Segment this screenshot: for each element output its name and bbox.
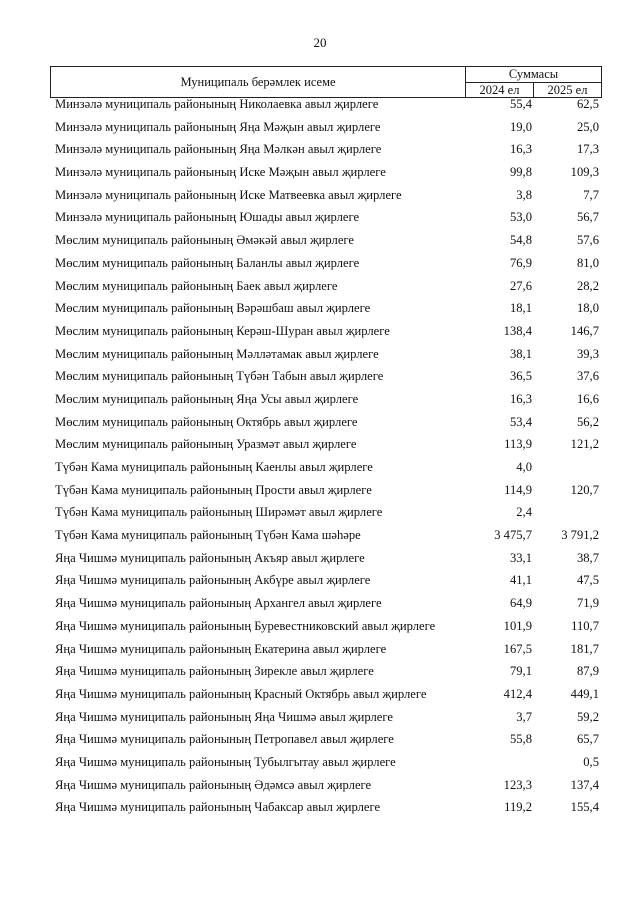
value-2024: 99,8	[509, 165, 532, 180]
municipality-name: Минзәлә муниципаль районының Иске Мәҗын авыл җирлеге	[55, 165, 386, 180]
value-2025: 146,7	[570, 323, 599, 338]
value-2025: 47,5	[576, 573, 599, 588]
table-row	[55, 206, 605, 229]
page-number: 20	[313, 35, 327, 50]
municipality-name: Мөслим муниципаль районының Уразмәт авыл җирлеге	[55, 437, 357, 452]
municipality-name: Мөслим муниципаль районының Керәш-Шуран авыл җирлеге	[55, 323, 390, 338]
municipality-name: Мөслим муниципаль районының Мәлләтамак авыл җирлеге	[55, 346, 379, 361]
value-2024: 36,5	[509, 369, 532, 384]
table-body	[55, 93, 605, 819]
value-2025: 37,6	[576, 369, 599, 384]
value-2025: 59,2	[576, 709, 599, 724]
municipality-name: Мөслим муниципаль районының Баек авыл җирлеге	[55, 278, 338, 293]
value-2024: 41,1	[509, 573, 532, 588]
value-2025: 62,5	[576, 97, 599, 111]
table-row	[55, 388, 605, 411]
value-2024: 19,0	[509, 119, 532, 134]
column-header-sum: Суммасы	[466, 67, 602, 83]
table-row	[55, 524, 605, 547]
table-row	[55, 161, 605, 184]
municipality-name: Яңа Чишмә муниципаль районының Архангел авыл җирлеге	[55, 596, 382, 611]
table-row	[55, 252, 605, 275]
column-header-name: Муниципаль берәмлек исеме	[51, 67, 466, 98]
value-2025: 137,4	[570, 777, 599, 792]
value-2024: 33,1	[509, 550, 532, 565]
municipality-name: Яңа Чишмә муниципаль районының Буревестниковский авыл җирлеге	[55, 618, 436, 633]
municipality-name: Түбән Кама муниципаль районының Ширәмәт авыл җирлеге	[55, 505, 383, 520]
municipality-name: Яңа Чишмә муниципаль районының Зирекле авыл җирлеге	[55, 664, 374, 679]
table-row	[55, 365, 605, 388]
value-2024: 18,1	[509, 301, 532, 316]
municipality-name: Түбән Кама муниципаль районының Түбән Кама шәһәре	[55, 528, 361, 543]
municipality-name: Мөслим муниципаль районының Вәрәшбаш авыл җирлеге	[55, 301, 371, 316]
municipality-name: Түбән Кама муниципаль районының Прости авыл җирлеге	[55, 482, 372, 497]
value-2024: 123,3	[503, 777, 532, 792]
municipality-name: Яңа Чишмә муниципаль районының Тубылгытау авыл җирлеге	[55, 754, 396, 769]
value-2025: 16,6	[576, 391, 599, 406]
table-row	[55, 751, 605, 774]
table-row	[55, 683, 605, 706]
value-2025: 18,0	[576, 301, 599, 316]
table-row	[55, 774, 605, 797]
table-row	[55, 547, 605, 570]
table-row	[55, 320, 605, 343]
value-2025: 56,2	[576, 414, 599, 429]
municipality-name: Мөслим муниципаль районының Түбән Табын авыл җирлеге	[55, 369, 384, 384]
value-2024: 64,9	[509, 596, 532, 611]
value-2025: 87,9	[576, 664, 599, 679]
municipality-name: Минзәлә муниципаль районының Юшады авыл җирлеге	[55, 210, 360, 225]
value-2024: 138,4	[503, 323, 532, 338]
table-row	[55, 297, 605, 320]
table-row	[55, 592, 605, 615]
column-header-2024: 2024 ел	[466, 82, 534, 98]
table-row	[55, 275, 605, 298]
value-2025: 65,7	[576, 732, 599, 747]
municipality-name: Яңа Чишмә муниципаль районының Акъяр авыл җирлеге	[55, 550, 365, 565]
value-2024: 38,1	[509, 346, 532, 361]
value-2025: 39,3	[576, 346, 599, 361]
value-2024: 3 475,7	[494, 528, 532, 543]
table-row	[55, 433, 605, 456]
value-2024: 16,3	[509, 391, 532, 406]
value-2025: 121,2	[570, 437, 599, 452]
table-row	[55, 638, 605, 661]
table-row	[55, 706, 605, 729]
value-2025: 28,2	[576, 278, 599, 293]
table-row	[55, 93, 605, 116]
value-2024: 119,2	[504, 800, 532, 815]
value-2025: 25,0	[576, 119, 599, 134]
municipality-name: Яңа Чишмә муниципаль районының Яңа Чишмә авыл җирлеге	[55, 709, 393, 724]
value-2025: 3 791,2	[561, 528, 599, 543]
value-2025: 110,7	[571, 618, 599, 633]
municipality-name: Мөслим муниципаль районының Әмәкәй авыл җирлеге	[55, 233, 354, 248]
municipality-name: Минзәлә муниципаль районының Николаевка авыл җирлеге	[55, 97, 379, 111]
value-2025: 56,7	[576, 210, 599, 225]
municipality-name: Яңа Чишмә муниципаль районының Екатерина авыл җирлеге	[55, 641, 387, 656]
value-2025: 120,7	[570, 482, 599, 497]
value-2024: 2,4	[516, 505, 532, 520]
table-row	[55, 411, 605, 434]
table-row	[55, 343, 605, 366]
table-row	[55, 479, 605, 502]
value-2024: 55,8	[509, 732, 532, 747]
municipality-name: Яңа Чишмә муниципаль районының Петропавел авыл җирлеге	[55, 732, 394, 747]
value-2024: 16,3	[509, 142, 532, 157]
value-2024: 167,5	[503, 641, 532, 656]
value-2024: 412,4	[503, 686, 532, 701]
value-2025: 7,7	[583, 187, 599, 202]
value-2025: 81,0	[576, 255, 599, 270]
value-2024: 27,6	[509, 278, 532, 293]
municipality-name: Мөслим муниципаль районының Яңа Усы авыл җирлеге	[55, 391, 359, 406]
municipality-name: Минзәлә муниципаль районының Яңа Мәлкән авыл җирлеге	[55, 142, 382, 157]
column-header-2025: 2025 ел	[534, 82, 602, 98]
municipality-name: Мөслим муниципаль районының Октябрь авыл җирлеге	[55, 414, 358, 429]
table-row	[55, 660, 605, 683]
value-2024: 53,0	[509, 210, 532, 225]
value-2024: 3,8	[516, 187, 532, 202]
value-2025: 155,4	[570, 800, 599, 815]
value-2025: 0,5	[583, 754, 599, 769]
table-row	[55, 138, 605, 161]
municipality-name: Яңа Чишмә муниципаль районының Красный Октябрь авыл җирлеге	[55, 686, 427, 701]
municipality-name: Яңа Чишмә муниципаль районының Әдәмсә авыл җирлеге	[55, 777, 372, 792]
value-2025: 57,6	[576, 233, 599, 248]
value-2024: 113,9	[504, 437, 532, 452]
table-row	[55, 615, 605, 638]
value-2025: 17,3	[576, 142, 599, 157]
table-row	[55, 184, 605, 207]
value-2024: 53,4	[509, 414, 532, 429]
table-row	[55, 728, 605, 751]
municipality-name: Яңа Чишмә муниципаль районының Чабаксар авыл җирлеге	[55, 800, 381, 815]
value-2025: 71,9	[576, 596, 599, 611]
value-2024: 54,8	[509, 233, 532, 248]
value-2024: 101,9	[503, 618, 532, 633]
value-2025: 181,7	[570, 641, 599, 656]
value-2024: 79,1	[509, 664, 532, 679]
value-2024: 4,0	[516, 460, 532, 474]
table-row	[55, 116, 605, 139]
municipality-name: Минзәлә муниципаль районының Иске Матвеевка авыл җирлеге	[55, 187, 402, 202]
municipality-name: Түбән Кама муниципаль районының Каенлы авыл җирлеге	[55, 460, 373, 474]
value-2024: 3,7	[516, 709, 532, 724]
municipality-name: Мөслим муниципаль районының Баланлы авыл җирлеге	[55, 255, 360, 270]
value-2024: 114,9	[504, 482, 532, 497]
value-2024: 55,4	[509, 97, 532, 111]
value-2025: 449,1	[570, 686, 599, 701]
table-row	[55, 229, 605, 252]
table-row	[55, 796, 605, 819]
value-2024: 76,9	[509, 255, 532, 270]
table-row	[55, 569, 605, 592]
value-2025: 109,3	[570, 165, 599, 180]
municipality-name: Минзәлә муниципаль районының Яңа Мәҗын авыл җирлеге	[55, 119, 381, 134]
table-row	[55, 456, 605, 479]
value-2025: 38,7	[576, 550, 599, 565]
table-row	[55, 501, 605, 524]
municipality-name: Яңа Чишмә муниципаль районының Акбүре авыл җирлеге	[55, 573, 371, 588]
